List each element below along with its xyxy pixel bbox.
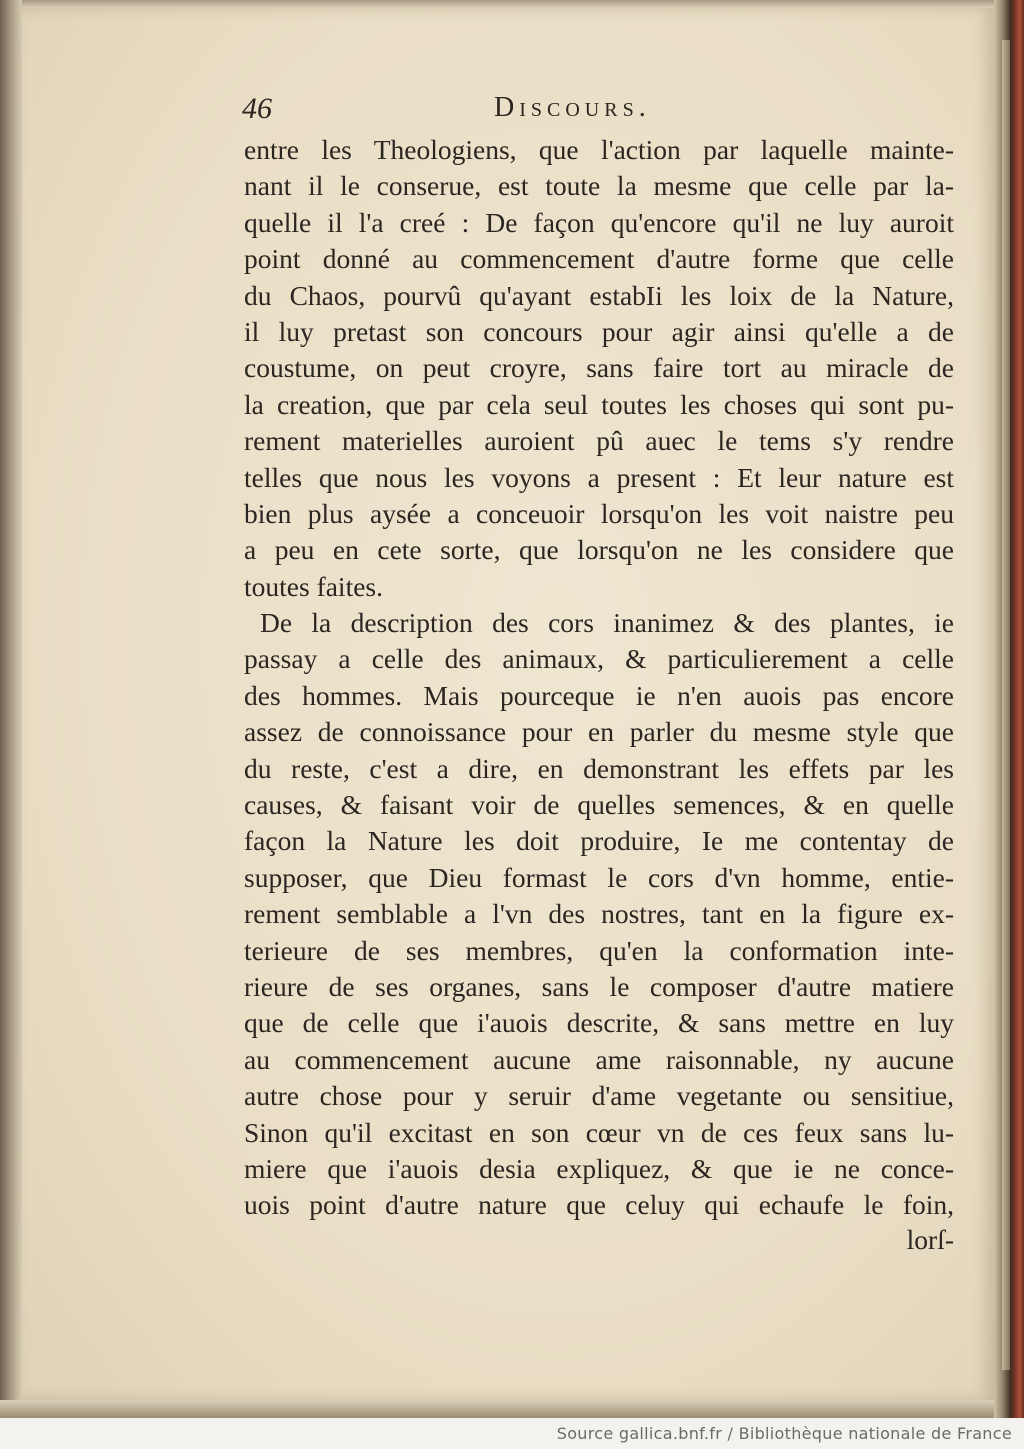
text-line: uois point d'autre nature que celuy qui echaufe le foin, — [244, 1189, 954, 1221]
text-line: entre les Theologiens, que l'action par laquelle mainte- — [244, 134, 954, 165]
text-line: toutes faites. — [244, 570, 383, 602]
footer-bar — [0, 1418, 1024, 1449]
text-line: causes, & faisant voir de quelles semences, & en quelle — [244, 789, 954, 821]
catchword: lorſ- — [906, 1223, 954, 1255]
text-line: miere que i'auois desia expliquez, & que ie ne conce- — [244, 1152, 954, 1184]
text-line: supposer, que Dieu formast le cors d'vn homme, entie- — [244, 861, 954, 893]
running-title: Discours. — [494, 92, 651, 123]
text-line: du Chaos, pourvû qu'ayant estabIi les loix de la Nature, — [244, 279, 954, 311]
text-line: il luy pretast son concours pour agir ainsi qu'elle a de — [244, 315, 954, 347]
catchword-line — [244, 1224, 954, 1260]
text-line: autre chose pour y seruir d'ame vegetante ou sensitiue, — [244, 1080, 954, 1112]
text-line: rieure de ses organes, sans le composer d'autre matiere — [244, 970, 954, 1002]
source-credit: Source gallica.bnf.fr / Bibliothèque nationale de France — [556, 1424, 1012, 1443]
running-head — [22, 92, 994, 128]
text-line: la creation, que par cela seul toutes les choses qui sont pu- — [244, 388, 954, 420]
text-line: quelle il l'a creé : De façon qu'encore qu'il ne luy auroit — [244, 206, 954, 238]
text-line: a peu en cete sorte, que lorsqu'on ne les considere que — [244, 534, 954, 566]
text-line: nant il le conserue, est toute la mesme que celle par la- — [244, 170, 954, 202]
scan-edge-bottom — [0, 1400, 1024, 1418]
text-line: rement semblable a l'vn des nostres, tant en la figure ex- — [244, 898, 954, 930]
text-line: point donné au commencement d'autre forme que celle — [244, 243, 954, 275]
text-block — [244, 132, 954, 1260]
text-line: terieure de ses membres, qu'en la conformation inte- — [244, 934, 954, 966]
text-line: rement materielles auroient pû auec le tems s'y rendre — [244, 425, 954, 457]
text-line: au commencement aucune ame raisonnable, ny aucune — [244, 1043, 954, 1075]
book-binding-edge — [994, 0, 1024, 1418]
text-line: Sinon qu'il excitast en son cœur vn de ces feux sans lu- — [244, 1116, 954, 1148]
scan-edge-left — [0, 0, 22, 1418]
facing-page-edge — [1002, 40, 1010, 1370]
paragraph-first-line: De la description des cors inanimez & des plantes, ie — [260, 607, 954, 639]
text-line: façon la Nature les doit produire, Ie me contentay de — [244, 825, 954, 857]
text-line: bien plus aysée a conceuoir lorsqu'on les voit naistre peu — [244, 497, 954, 529]
text-line: passay a celle des animaux, & particulierement a celle — [244, 643, 954, 675]
text-line: que de celle que i'auois descrite, & sans mettre en luy — [244, 1007, 954, 1039]
text-line: du reste, c'est a dire, en demonstrant les effets par les — [244, 752, 954, 784]
book-page — [22, 8, 994, 1400]
text-line: assez de connoissance pour en parler du mesme style que — [244, 716, 954, 748]
text-line: des hommes. Mais pourceque ie n'en auois pas encore — [244, 679, 954, 711]
page-number: 46 — [242, 92, 272, 125]
text-line: telles que nous les voyons a present : Et leur nature est — [244, 461, 954, 493]
text-line: coustume, on peut croyre, sans faire tort au miracle de — [244, 352, 954, 384]
